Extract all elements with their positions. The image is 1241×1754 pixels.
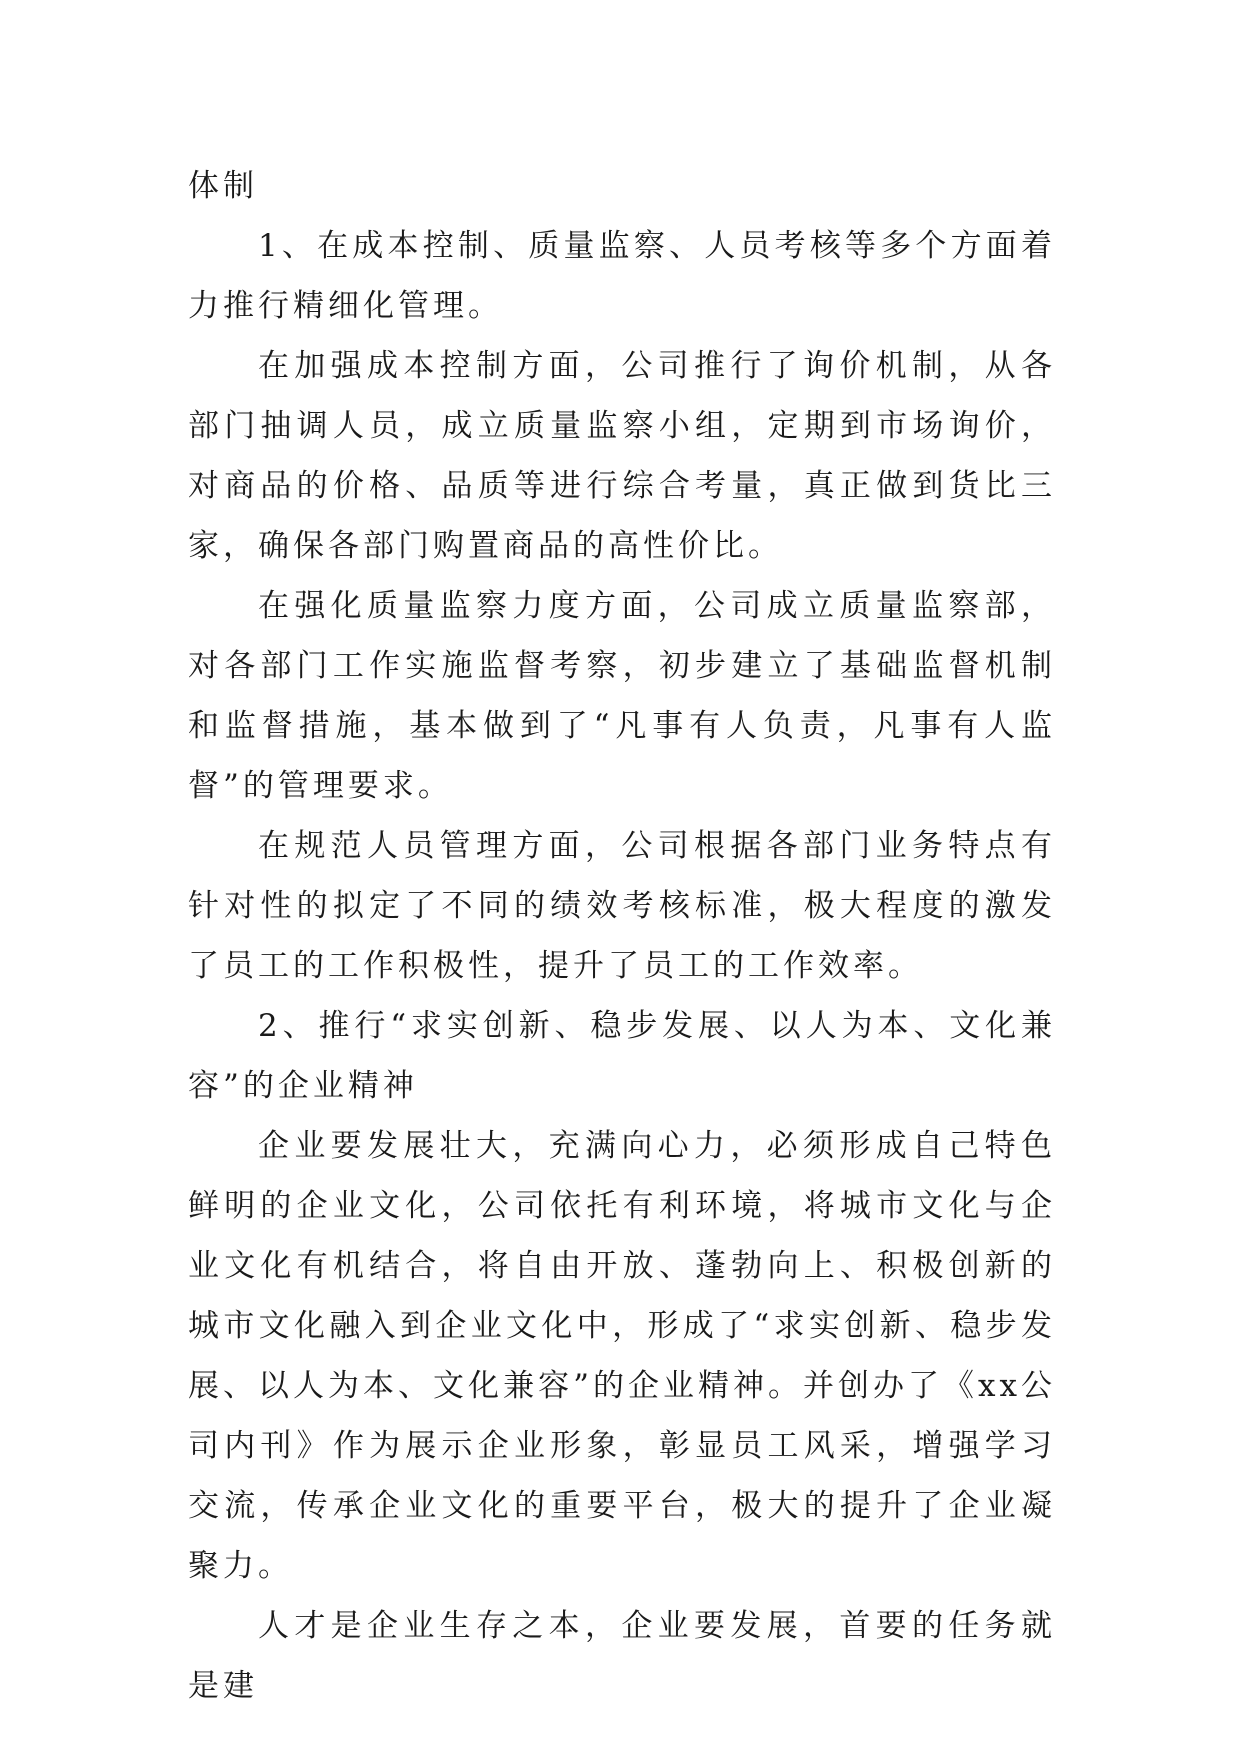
paragraph: 1、在成本控制、质量监察、人员考核等多个方面着力推行精细化管理。 [188,228,1056,324]
paragraph: 人才是企业生存之本，企业要发展，首要的任务就是建 [188,1608,1056,1704]
paragraph: 在规范人员管理方面，公司根据各部门业务特点有针对性的拟定了不同的绩效考核标准，极大程度的激发了员工的工作积极性，提升了员工的工作效率。 [188,828,1056,984]
paragraph: 企业要发展壮大，充满向心力，必须形成自己特色鲜明的企业文化，公司依托有利环境，将城市文化与企业文化有机结合，将自由开放、蓬勃向上、积极创新的城市文化融入到企业文化中，形成了“求实创新、稳步发展、以人为本、文化兼容”的企业精神。并创办了《xx公司内刊》作为展示企业形象，彰显员工风采，增强学习交流，传承企业文化的重要平台，极大的提升了企业凝聚力。 [188,1128,1056,1584]
document-body [188,156,1056,1716]
paragraph: 2、推行“求实创新、稳步发展、以人为本、文化兼容”的企业精神 [188,1008,1056,1104]
paragraph: 在强化质量监察力度方面，公司成立质量监察部，对各部门工作实施监督考察，初步建立了基础监督机制和监督措施，基本做到了“凡事有人负责，凡事有人监督”的管理要求。 [188,588,1056,804]
paragraph: 体制 [188,168,258,204]
paragraph: 在加强成本控制方面，公司推行了询价机制，从各部门抽调人员，成立质量监察小组，定期到市场询价，对商品的价格、品质等进行综合考量，真正做到货比三家，确保各部门购置商品的高性价比。 [188,348,1056,564]
